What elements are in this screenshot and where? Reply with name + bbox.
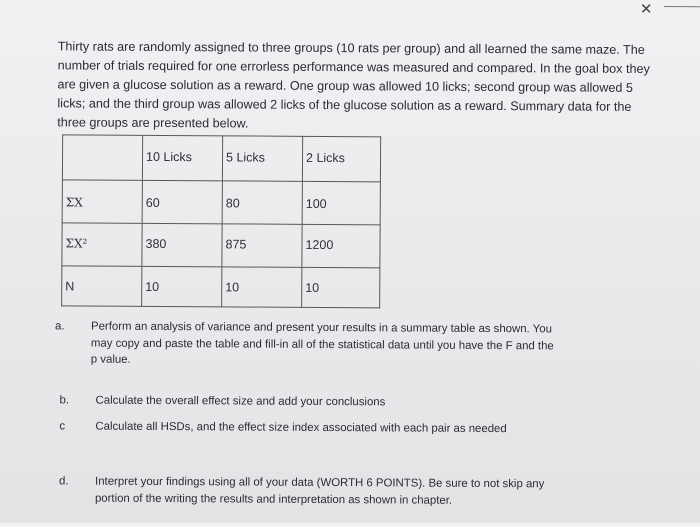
table-header-row	[62, 135, 380, 182]
question-d-text: Interpret your findings using all of your data (WORTH 6 POINTS). Be sure to not skip any portion of the writing the results and interpretation as shown in chapter.	[94, 475, 545, 507]
table-row	[62, 180, 380, 225]
table-row	[62, 223, 380, 268]
question-c	[59, 418, 515, 437]
row-label-n: N	[62, 266, 142, 306]
table-row	[62, 266, 380, 308]
table-cell: 60	[142, 180, 222, 223]
question-a-text: Perform an analysis of variance and present your results in a summary table as shown. You may copy and paste the table and fill-in all of the statistical data until you have the F and the p value.	[90, 320, 554, 366]
question-b	[59, 392, 516, 411]
table-header-cell: 10 Licks	[142, 135, 222, 180]
table-cell: 10	[302, 267, 380, 307]
table-cell: 100	[302, 181, 380, 224]
question-c-label: c	[59, 420, 66, 433]
question-d-label: d.	[59, 475, 69, 488]
corner-divider	[664, 6, 700, 7]
corner-close-mark: ✕	[639, 0, 655, 18]
problem-intro: Thirty rats are randomly assigned to three groups (10 rats per group) and all learned the same maze. The number of trials required for one errorless performance was measured and compared. In the goal box they are given a glucose solution as a reward. One group was allowed 10 licks; second group was allowed 5 licks; and the third group was allowed 2 licks of the glucose solution as a reward. Summary data for the three groups are presented below.	[57, 38, 650, 131]
table-cell: 10	[142, 266, 222, 306]
question-c-text: Calculate all HSDs, and the effect size index associated with each pair as needed	[95, 420, 507, 436]
table-cell: 80	[222, 181, 302, 224]
row-label-sum-x-squared: ΣX²	[62, 223, 142, 266]
question-a-label: a.	[54, 320, 65, 333]
question-b-label: b.	[59, 394, 70, 407]
table-header-cell: 5 Licks	[222, 136, 302, 181]
row-label-sum-x: ΣX	[62, 180, 142, 223]
table-cell: 875	[222, 224, 302, 267]
table-header-cell: 2 Licks	[302, 136, 380, 181]
question-b-text: Calculate the overall effect size and add your conclusions	[95, 394, 386, 409]
question-a	[54, 318, 561, 370]
table-cell: 1200	[302, 224, 380, 267]
summary-data-table	[61, 134, 381, 308]
table-cell: 380	[142, 223, 222, 266]
table-cell: 10	[222, 267, 302, 307]
question-d	[59, 473, 555, 509]
table-header-cell	[62, 135, 142, 180]
